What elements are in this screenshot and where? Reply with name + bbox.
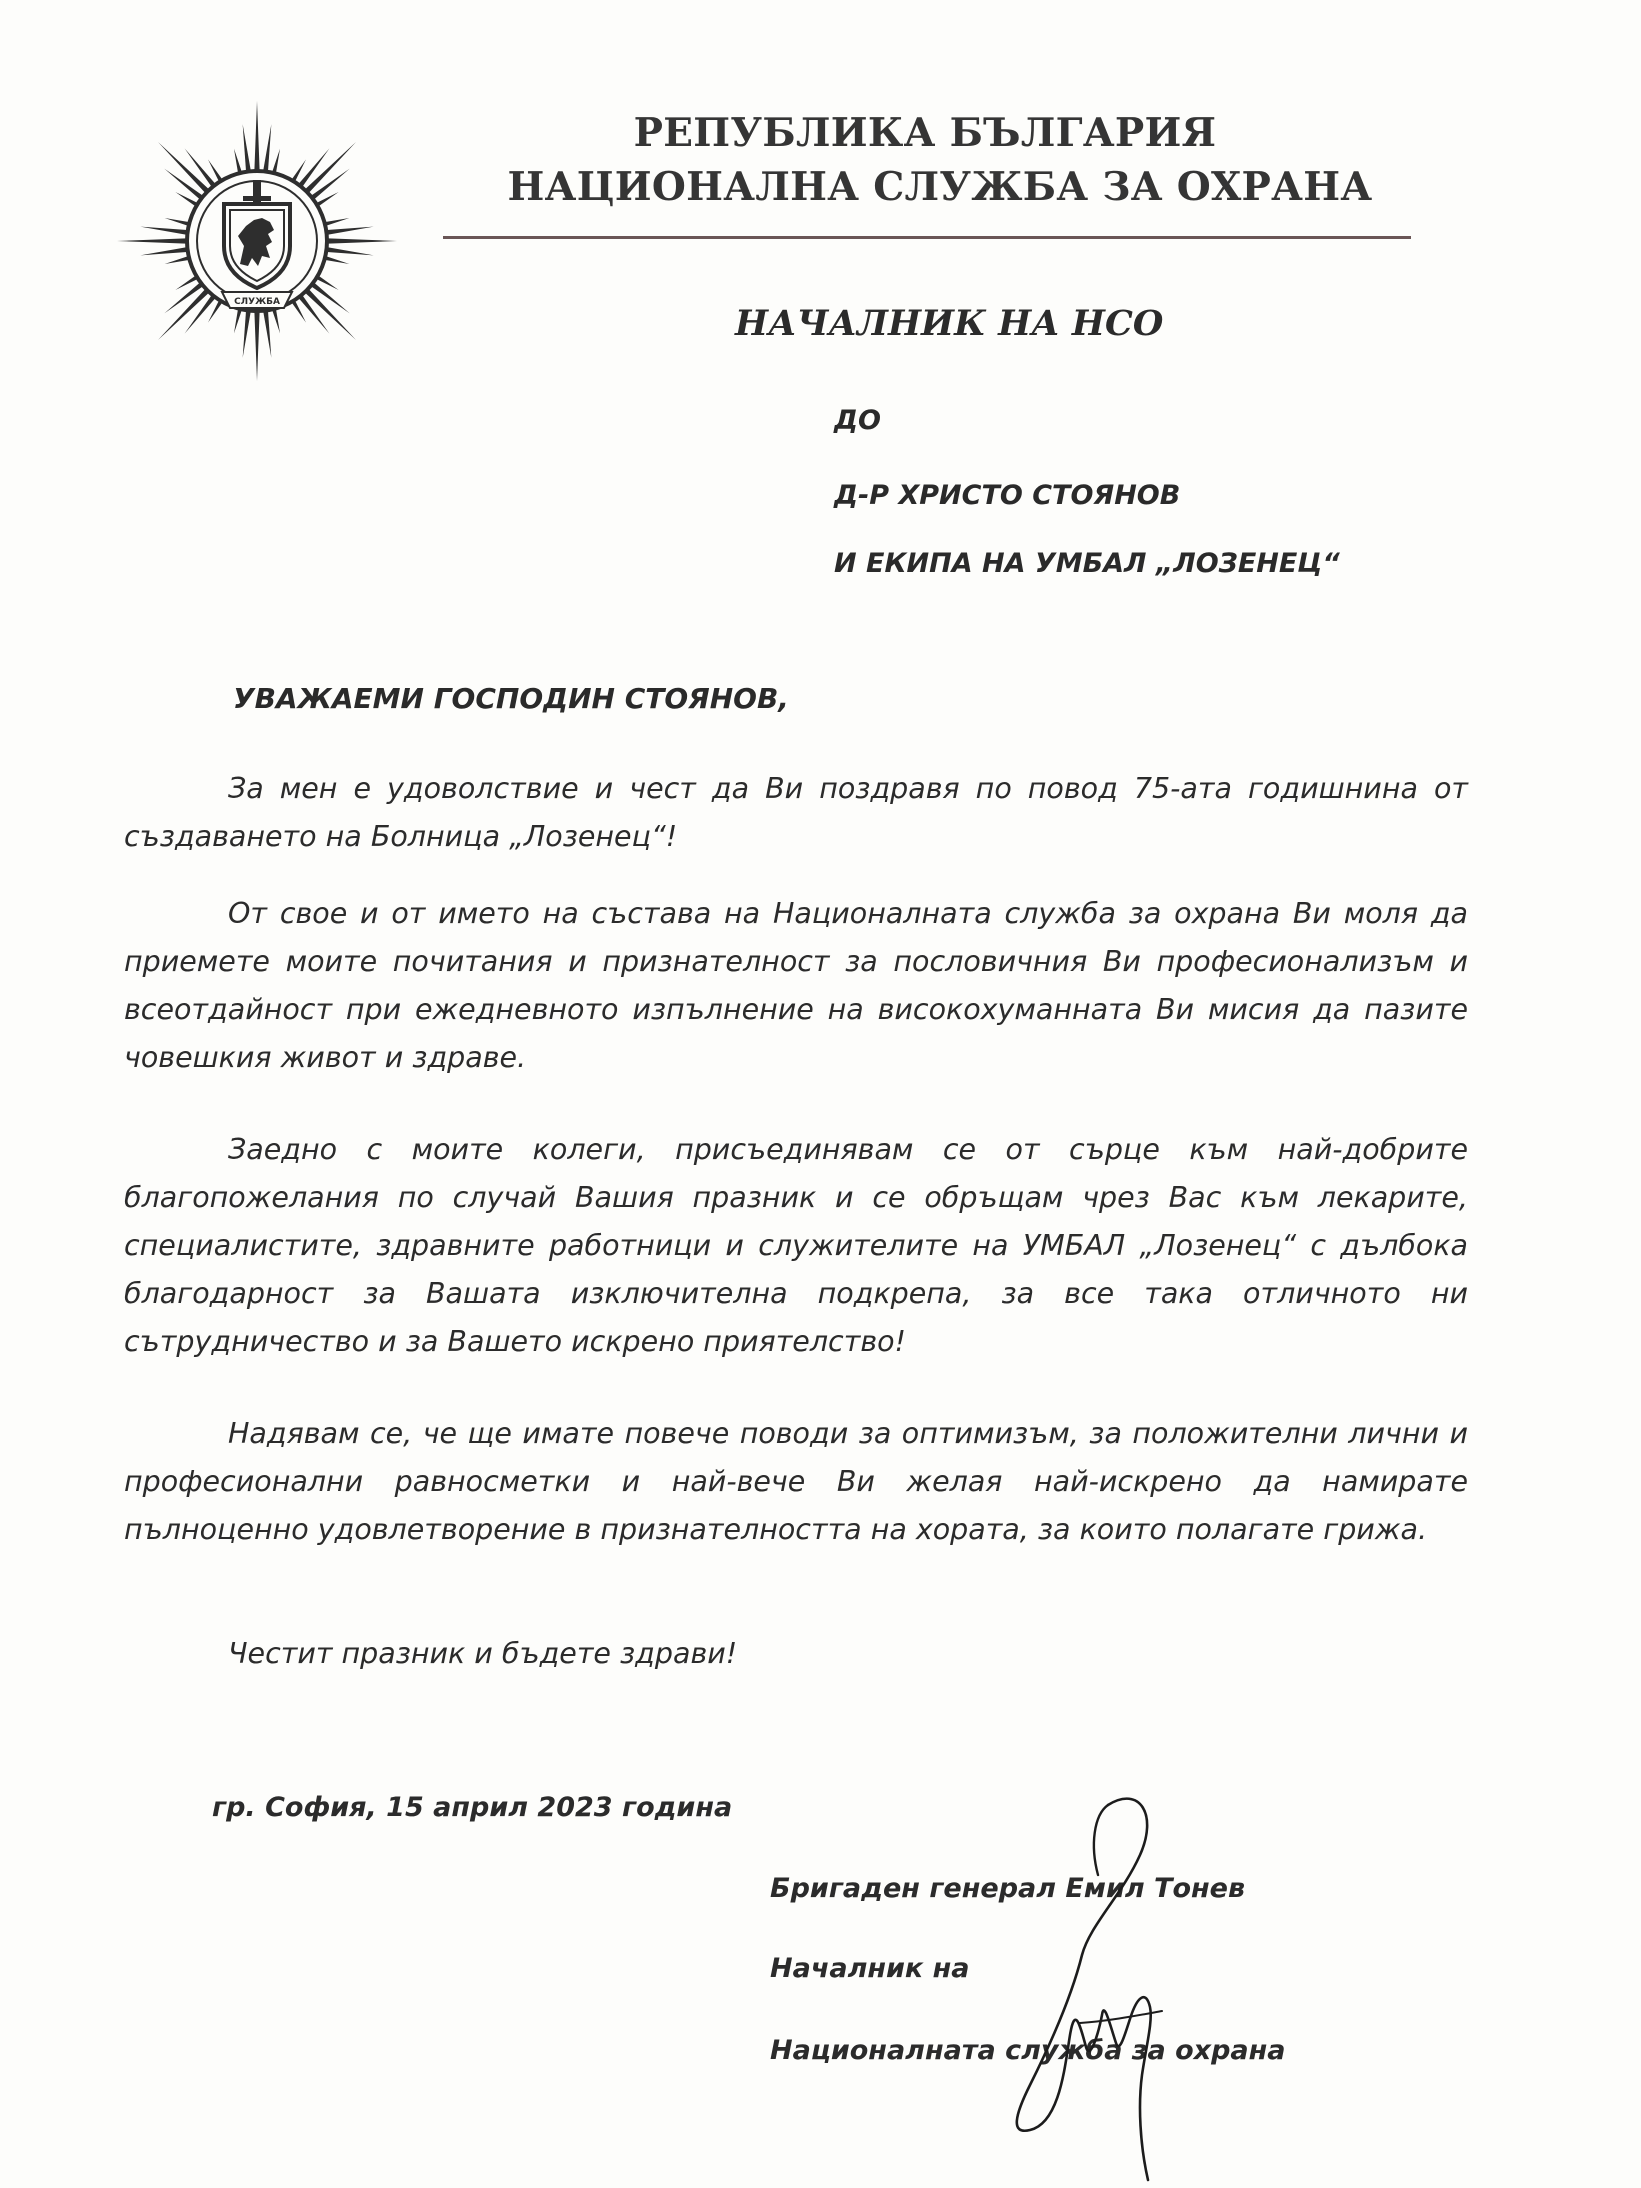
body-paragraph-5: Честит празник и бъдете здрави! [228,1637,738,1670]
salutation: УВАЖАЕМИ ГОСПОДИН СТОЯНОВ, [233,682,789,715]
signatory-position: Началник на [770,1953,970,1984]
body-paragraph-2: От свое и от името на състава на Националната служба за охрана Ви моля да приемете моите почитания и признателност за пословичния Ви професионализъм и всеотдайност при ежедневното изпълнение на високохуманната Ви мисия да пазите човешкия живот и здраве. [124,897,1468,1074]
header-line-republic: РЕПУБЛИКА БЪЛГАРИЯ [633,110,1217,156]
nso-star-emblem-icon [112,96,402,386]
date-place: гр. София, 15 април 2023 година [212,1792,733,1823]
header-divider [443,236,1411,239]
svg-text:СЛУЖБА: СЛУЖБА [234,297,280,307]
addressee-to: ДО [834,405,881,436]
header-line-service: НАЦИОНАЛНА СЛУЖБА ЗА ОХРАНА [507,164,1373,210]
body-paragraph-3: Заедно с моите колеги, присъединявам се от сърце към най-добрите благопожелания по случай Вашия празник и се обръщам чрез Вас към лекарите, специалистите, здравните работници и служителите на УМБАЛ „Лозенец“ с дълбока благодарност за Вашата изключителна подкрепа, за все така отличното ни сътрудничество и за Вашето искрено приятелство! [124,1133,1468,1358]
chief-title: НАЧАЛНИК НА НСО [735,303,1164,344]
body-paragraph-4: Надявам се, че ще имате повече поводи за оптимизъм, за положителни лични и професионални равносметки и най-вече Ви желая най-искрено да намирате пълноценно удовлетворение в признателността на хората, за които полагате грижа. [124,1417,1468,1546]
handwritten-signature-icon [990,1785,1200,2185]
signatory-organization: Националната служба за охрана [770,2035,1286,2066]
addressee-team: И ЕКИПА НА УМБАЛ „ЛОЗЕНЕЦ“ [834,548,1340,579]
signatory-rank-name: Бригаден генерал Емил Тонев [770,1873,1246,1904]
body-paragraph-1: За мен е удоволствие и чест да Ви поздравя по повод 75-ата годишнина от създаването на Болница „Лозенец“! [124,772,1468,853]
addressee-name: Д-Р ХРИСТО СТОЯНОВ [834,480,1181,511]
